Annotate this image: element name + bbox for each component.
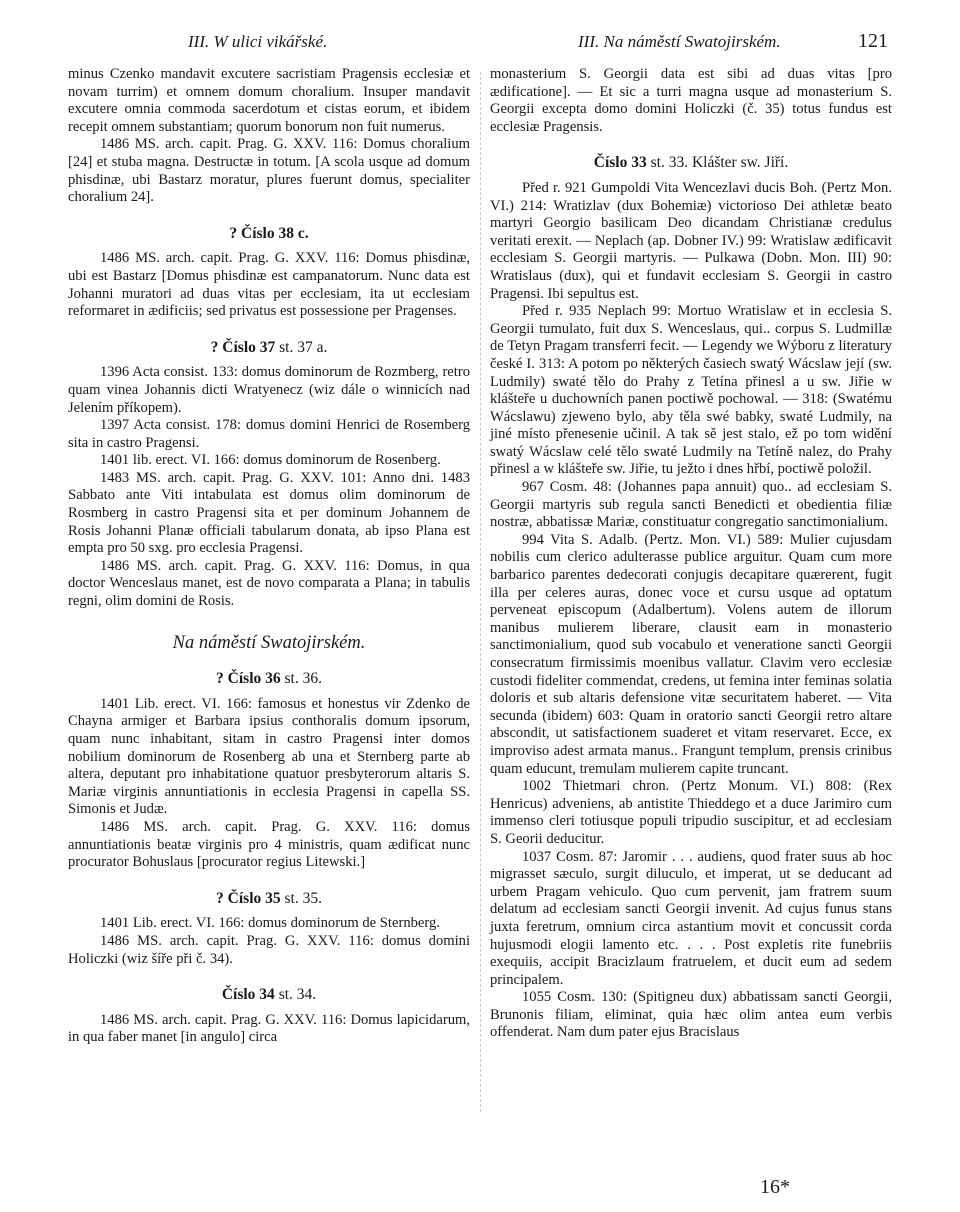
section-street-number: st. 37 a. — [279, 338, 328, 356]
paragraph: monasterium S. Georgii data est sibi ad duas vitas [pro ædificatione]. — Et sic a turri magna usque ad monasterium S. Georgii excepta domo domini Holiczki (č. 35) totus fundus est ecclesiæ Pragensis. — [490, 66, 892, 135]
paragraph: 1486 MS. arch. capit. Prag. G. XXV. 116: Domus lapicidarum, in qua faber manet [in angulo] circa — [68, 1011, 470, 1046]
running-header — [0, 26, 960, 56]
section-street-number: st. 33. Klášter sw. Jiří. — [650, 154, 789, 172]
running-head-left: III. W ulici vikářské. — [188, 32, 328, 51]
paragraph: 1486 MS. arch. capit. Prag. G. XXV. 116: Domus phisdinæ, ubi est Bastarz [Domus phisdinæ est campanatorum. Nunc data est Johanni muratori ad duas vitas per ecclesiam, ita ut ecclesiam reformaret in ædificiis; sed privatus est possessione per Pragenses. — [68, 250, 470, 320]
paragraph: 1002 Thietmari chron. (Pertz Monum. VI.) 808: (Rex Henricus) adveniens, ab antistite Thieddego et a duce Jarimiro cum immenso cleri totiusque populi tripudio suscipitur, et ad ecclesiam S. Georii deducitur. — [490, 778, 892, 847]
section-heading — [68, 670, 470, 688]
paragraph: 1401 Lib. erect. VI. 166: domus dominorum de Sternberg. — [100, 915, 440, 932]
section-street-number: st. 34. — [278, 986, 317, 1004]
paragraph: 1401 lib. erect. VI. 166: domus dominorum de Rosenberg. — [100, 452, 441, 469]
section-heading — [68, 890, 470, 908]
paragraph: 1037 Cosm. 87: Jaromir . . . audiens, quod frater suus ab hoc migrasset sæculo, surgit diluculo, et imperat, ut se deducant ad urbem Pragam vehiculo. Quo cum pervenit, jam fratrem suum delatum ad ecclesiam sancti Georgii invenit. Ad cujus funus stans juxta feretrum, omnium circa astantium movit et concussit corda hujusmodi elogii lamento etc. . . . Post expletis rite funebriis exequiis, accipit Bracizlaum fratruelem, et ducit eum ad sedem principalem. — [490, 848, 892, 988]
section-heading — [68, 225, 470, 243]
section-number: Číslo 33 — [593, 154, 647, 172]
paragraph: 1483 MS. arch. capit. Prag. G. XXV. 101: Anno dni. 1483 Sabbato ante Viti intabulata est domus olim dominorum de Rosmberg in castro Pragensi sita et per dominum Johannem de Rosis Johanni Planæ officiali tabularum donata, ab ipso Plana est empta pro 50 sxg. pro ecclesia Pragensi. — [68, 469, 470, 557]
paragraph: 1486 MS. arch. capit. Prag. G. XXV. 116: domus domini Holiczki (wiz šíře při č. 34). — [68, 932, 470, 967]
section-street-number: st. 36. — [284, 670, 322, 688]
paragraph: 1486 MS. arch. capit. Prag. G. XXV. 116: Domus choralium [24] et stuba magna. Destructæ in totum. [A scola usque ad domum phisdinæ, ubi Bastarz moratur, plures fuerunt domus, specialiter choralium 24]. — [68, 136, 470, 206]
section-title: Na náměstí Swatojirském. — [172, 632, 366, 653]
page-number: 121 — [858, 30, 888, 52]
paragraph: 1401 Lib. erect. VI. 166: famosus et honestus vir Zdenko de Chayna armiger et Barbara ipsius conthoralis domum ipsorum, quam nunc inhabitant, sitam in castro Pragensi inter domos nobilium dominorum de Rosenberg ab una et Sternberg parte ab altera, deputant pro inhabitatione quatuor presbyterorum altaris S. Mariæ virginis annuntiationis in ecclesia Pragensi in capella SS. Simonis et Judæ. — [68, 695, 470, 818]
column-divider — [480, 72, 481, 1112]
paragraph: 967 Cosm. 48: (Johannes papa annuit) quo.. ad ecclesiam S. Georgii martyris sub regula sancti Benedicti et obedientia filiæ nostræ, abbatissæ Mariæ, constituatur congregatio sanctimonialium. — [490, 479, 892, 531]
paragraph: minus Czenko mandavit excutere sacristiam Pragensis ecclesiæ et novam turrim) et omnem domum choralium. Insuper mandavit excutere omnia commoda sacerdotum et cistas eorum, et ibidem recepit omnem substantiam; quorum bonorum non fuit numerus. — [68, 66, 470, 135]
paragraph: Před r. 921 Gumpoldi Vita Wencezlavi ducis Boh. (Pertz Mon. VI.) 214: Wratizlav (dux Bohemiæ) victorioso Dei athletæ beato martyri Georgio basilicam Deo dicandam Christianæ credulus veritati erexit. — Neplach (ap. Dobner IV.) 99: Wratislaw ædificavit ecclesiam S. Georgii martyris. — Pulkawa (Dobn. Mon. III) 90: Wratislaus (dux), qui et fundavit ecclesiam S. Georgii in castro Pragensi. Ibi sepultus est. — [490, 179, 892, 302]
paragraph: 1396 Acta consist. 133: domus dominorum de Rozmberg, retro quam vinea Johannis dicti Wratyenecz (wiz dále o winnicích nad Jelením příkopem). — [68, 364, 470, 416]
signature-mark: 16* — [760, 1176, 790, 1198]
section-heading — [68, 986, 470, 1004]
section-number: ? Číslo 38 c. — [229, 224, 309, 242]
section-number: ? Číslo 35 — [216, 889, 281, 907]
left-column — [68, 66, 470, 1047]
paragraph: 1055 Cosm. 130: (Spitigneu dux) abbatissam sancti Georgii, Brunonis filiam, eliminat, quia hæc olim antea eum verbis offenderat. Nam dum pater ejus Bracislaus — [490, 989, 892, 1041]
running-head-right: III. Na náměstí Swatojirském. — [578, 32, 781, 51]
paragraph: Před r. 935 Neplach 99: Mortuo Wratislaw et in ecclesia S. Georgii tumulato, fuit dux S. Wenceslaus, qui.. corpus S. Ludmillæ de Tetyn Pragam transferri fecit. — Legendy we Wýboru z literatury české I. 313: A potom po některých časiech swatý Wácslaw její (sw. Ludmily) swaté tělo do Prahy z Tetína přinesl a u sw. Jiřie w klášteře u duchowních panen poctiwě pochowal. — 318: (Swatému Wácslawu) zjeweno bylo, aby těla swé babky, swaté Ludmily, na jiné místo přenesenie učinil. A tak sě jest stalo, ež po tom widění swatý Wácslaw celé tělo swaté Ludmily na Tetíně nalez, do Prahy přinesl a w klášteře sw. Jiřie, tu ježto i dnes hřbí, poctiwě položil. — [490, 303, 892, 478]
paragraph: 1397 Acta consist. 178: domus domini Henrici de Rosemberg sita in castro Pragensi. — [68, 417, 470, 451]
paragraph: 994 Vita S. Adalb. (Pertz. Mon. VI.) 589: Mulier cujusdam nobilis cum clerico adulterasse publice arguitur. Quam cum more barbarico parentes dedecorati conjugis decapitare quærerent, fugit illa per celeres auras, donec voce et cursu usque ad optatum perveneat episcopum (Adalbertum). Volens autem de illorum manibus mulierem liberare, clausit eam in monasterio sanctimonialium, quod sub vocabulo et veneratione sancti Georgii consecratum firmissimis moenibus vallatur. Clavim vero ecclesiæ custodi fideliter commendat, credens, ut femina inter feminas solatia doloris et sub altaris defensione vitæ securitatem haberet. — Vita secunda (ibidem) 603: Quam in oratorio sancti Georgii retro altare abscondit, ut satisfactionem suaderet et vitam reservaret. Ecce, ex improviso adest armata manus.. Frangunt templum, prensis crinibus quam educunt, tremulam mulierem capite truncant. — [490, 531, 892, 777]
paragraph: 1486 MS. arch. capit. Prag. G. XXV. 116: domus annuntiationis beatæ virginis pro 4 ministris, quam ædificat nunc procurator Bohuslaus [procurator regius Litewski.] — [68, 818, 470, 871]
section-number: ? Číslo 37 — [210, 338, 276, 356]
paragraph: 1486 MS. arch. capit. Prag. G. XXV. 116: Domus, in qua doctor Wenceslaus manet, est de novo comparata a Plana; in tabulis regni, olim domini de Rosis. — [68, 557, 470, 610]
section-heading — [490, 154, 892, 172]
right-column — [490, 66, 892, 1042]
section-number: ? Číslo 36 — [216, 670, 281, 688]
section-heading — [68, 339, 470, 357]
section-number: Číslo 34 — [221, 986, 275, 1004]
section-street-number: st. 35. — [284, 889, 322, 907]
